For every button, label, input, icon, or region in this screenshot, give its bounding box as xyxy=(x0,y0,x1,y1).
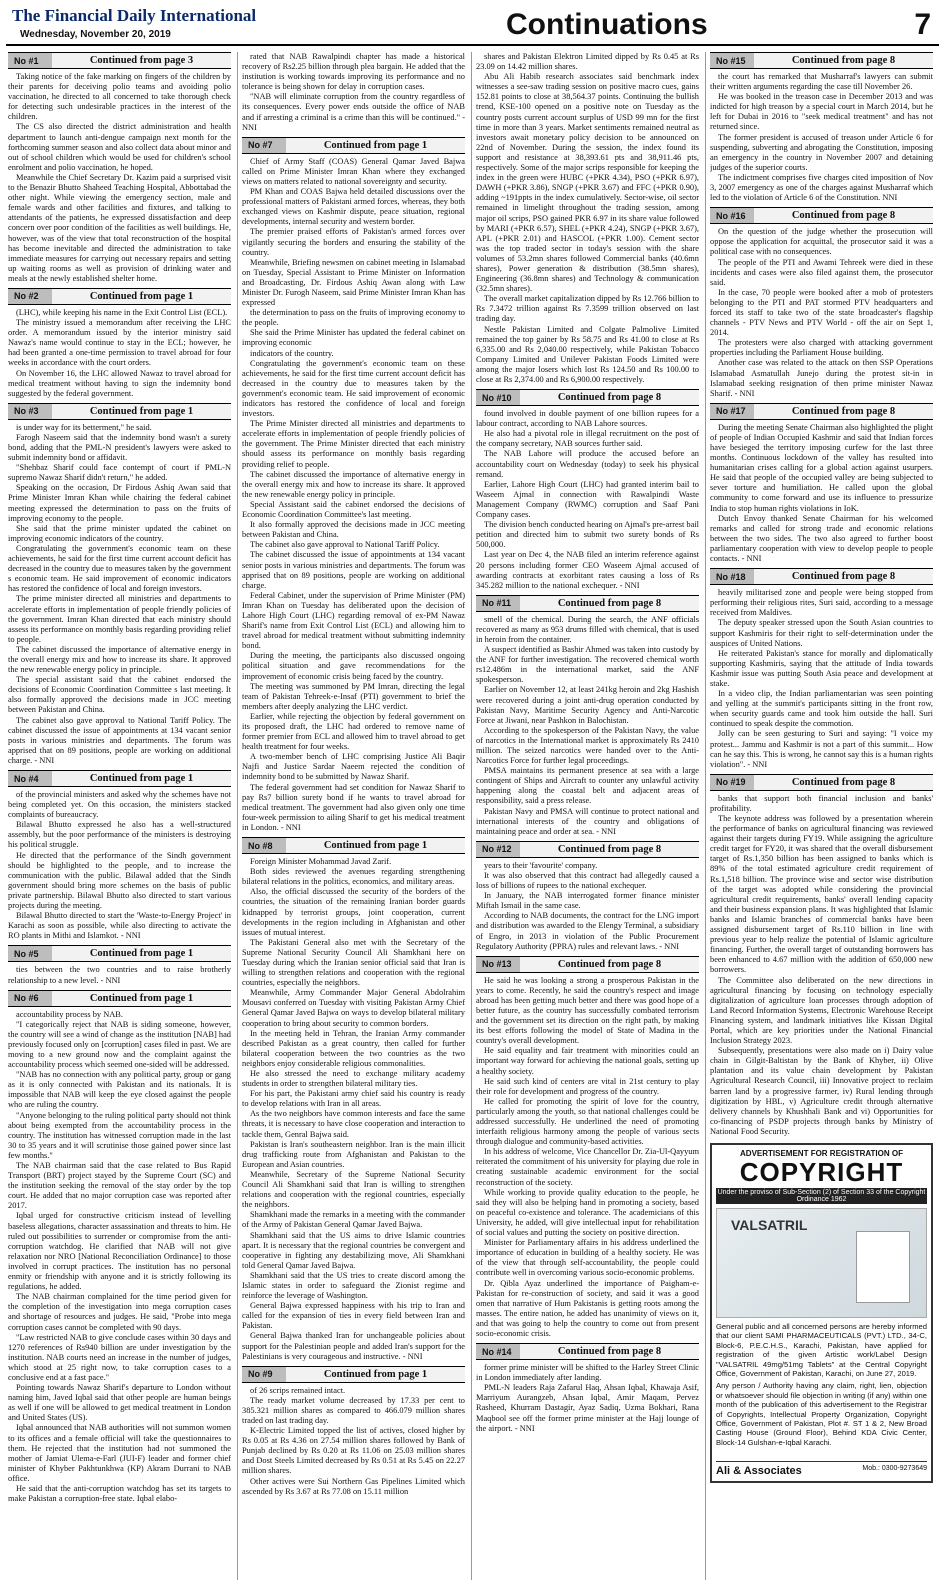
article-paragraph: rated that NAB Rawalpindi chapter has made a historical recovery of Rs2.25 billion through plea bargain. He added that the institution is working towards improving its performance and no tolerance is being shown for delay in corruption cases. xyxy=(242,52,465,92)
article-header xyxy=(710,207,933,224)
article-paragraph: "Law restricted NAB to give conclude cases within 30 days and 1270 references of Rs940 billion are under investigation by the institution. NAB courts need an increase in the number of judges, which stood at 25 right now, to take corruption cases to a conclusive end at a fast pace." xyxy=(8,1332,231,1382)
article-paragraph: In a video clip, the Indian parliamentarian was seen pointing and yelling at the summit's participants sitting in the front row, when security guards came and took him outside the hall. Suri continued to speak despite the commotion. xyxy=(710,689,933,729)
article-paragraph: According to NAB documents, the contract for the LNG import and distribution was awarded to the Elengy Terminal, a subsidiary of Engro, in 2013 in violation of the Public Procurement Regulatory Authority (PPRA) rules and relevant laws. - NNI xyxy=(476,911,699,951)
article-header xyxy=(476,1343,699,1360)
article-header xyxy=(8,288,231,305)
article-paragraph: Taking notice of the fake marking on fingers of the children by their parents for deceiving polio teams and avoiding polio vaccination, he directed to all concerned to take thorough check for detecting such undesirable practices in the interest of the children. xyxy=(8,72,231,122)
article-number: No #16 xyxy=(710,208,754,223)
article-continued-label: Continued from page 1 xyxy=(323,139,428,151)
article-paragraph: The meeting was summoned by PM Imran, directing the legal team of Pakistan Tehreek-e-Insaf (PTI) government to brief the members after deeply analyzing the LHC verdict. xyxy=(242,681,465,711)
article-paragraph: "NAB will eliminate corruption from the country regardless of its consequences. Every power ends outside the office of NAB and if arresting a criminal is a crime than this will be continued." - NNI xyxy=(242,92,465,132)
article-paragraph: The NAB chairman complained for the time period given for the completion of the investigation into mega corruption cases and shortage of resources and judges. He said, "Probe into mega corruption cases cannot be completed with 90 days. xyxy=(8,1292,231,1332)
article-continuation xyxy=(710,568,933,770)
article-paragraph: Other actives were Sui Northern Gas Pipelines Limited which ascended by Rs 3.67 at Rs 77.08 on 15.11 million xyxy=(242,1476,465,1496)
article-body xyxy=(476,976,699,1339)
article-paragraph: The prime minister directed all ministries and departments to accelerate efforts in implementation of people friendly policies of the government. Imran Khan directed that each ministry should assess its performance on monthly basis regarding providing relief to people. xyxy=(8,594,231,644)
article-paragraph: The Committee also deliberated on the new directions in agricultural financing by focusing on technology especially digitalization of agriculture loan processes through adoption of Land Record Information Systems, Electronic Warehouse Receipt Financing system, and landmark initiatives like Kissan Digital Portal, which are key priorities under the National Financial Inclusion Strategy 2023. xyxy=(710,975,933,1046)
article-paragraph: Last year on Dec 4, the NAB filed an interim reference against 20 persons including former CEO Waseem Ajmal accused of awarding contracts at exorbitant rates causing a loss of Rs 345.282 million to the national exchequer. - NNI xyxy=(476,550,699,590)
article-header xyxy=(476,956,699,973)
article-paragraph: Another case was related to the attack on then SSP Operations Islamabad Asmatullah Junejo during the protest sit-in in Islamabad seeking resignation of then prime minister Nawaz Sharif. - NNI xyxy=(710,358,933,398)
copyright-advertisement xyxy=(710,1143,933,1483)
article-body xyxy=(8,423,231,766)
column-2 xyxy=(242,52,465,1580)
product-label-image xyxy=(716,1208,927,1318)
article-header xyxy=(242,137,465,154)
article-body xyxy=(476,409,699,591)
article-paragraph: "I categorically reject that NAB is siding someone, however, the country will see a wind of change as the institution [NAB] had previously focused only on [corruption] cases filed in past. We are moving to a new ground now and the complaint against the accountability process which seemed one-sided will be addressed. xyxy=(8,1019,231,1070)
article-paragraph: the court has remarked that Musharraf's lawyers can submit their written arguments regarding the case till November 26. xyxy=(710,72,933,92)
article-body xyxy=(8,308,231,399)
article-paragraph: The Pakistani General also met with the Secretary of the Supreme National Security Council Ali Shamkhani here on Tuesday during which the Iranian senior official said that Iran is willing to strengthen relations and cooperation with the regional countries, especially the neighbors. xyxy=(242,937,465,988)
article-number: No #5 xyxy=(8,946,52,961)
article-continuation xyxy=(476,841,699,952)
article-paragraph: Special Assistant said the cabinet endorsed the decisions of Economic Coordination Committee's last meeting. xyxy=(242,499,465,520)
firm-contact: Mob.: 0300-9273649 xyxy=(862,1465,927,1472)
article-body xyxy=(8,72,231,284)
article-paragraph: Foreign Minister Mohammad Javad Zarif. xyxy=(250,857,392,867)
article-number: No #15 xyxy=(710,53,754,68)
column-4 xyxy=(710,52,933,1580)
newspaper-name: The Financial Daily International xyxy=(12,6,257,25)
article-continuation xyxy=(8,945,231,985)
article-paragraph: General Bajwa expressed happiness with his trip to Iran and called for the expansion of ties in every field between Iran and Pakistan. xyxy=(242,1301,465,1331)
article-paragraph: The protesters were also charged with attacking government properties including the Parliament House building. xyxy=(710,338,933,358)
article-paragraph: In his address of welcome, Vice Chancellor Dr. Zia-Ul-Qayyum reiterated the commitment of his university for playing due role in creating sustainable academic environment for the social reconstruction of the society. xyxy=(476,1147,699,1187)
article-continued-label: Continued from page 8 xyxy=(791,55,896,66)
article-paragraph: He said equality and fair treatment with minorities could an important way forward for achieving the national goals, setting up a healthy society. xyxy=(476,1046,699,1076)
article-paragraph: He called for promoting the spirit of love for the country, particularly among the youth, so that national challenges could be addressed successfully. He underlined the need of promoting interfaith religious harmony among the people of various sects through dialogue and community-based activities. xyxy=(476,1096,699,1147)
article-paragraph: In January, the NAB interrogated former finance minister Miftah Ismail in the same case. xyxy=(476,891,699,911)
article-paragraph: She said the Prime Minister has updated the federal cabinet on improving economic xyxy=(242,328,465,348)
article-continuation xyxy=(8,52,231,284)
article-paragraph: "Anyone belonging to the ruling political party should not think about being exempted from the accountability process in the country. The institution has witnessed corruption made in the last 30 to 35 years and it will scrutinise those gained power since last few months." xyxy=(8,1110,231,1160)
article-paragraph: It also formally approved the decisions made in JCC meeting between Pakistan and China. xyxy=(242,520,465,540)
ad-heading: ADVERTISEMENT FOR REGISTRATION OF xyxy=(740,1149,903,1158)
article-paragraph: The cabinet also gave approval to National Tariff Policy. xyxy=(250,540,440,550)
article-header xyxy=(242,837,465,854)
article-paragraph: The ministry issued a memorandum after receiving the LHC order. A memorandum issued by the interior ministry said Nawaz's name would continue to stay in the ECL; however, he had been granted a one-time permission to travel abroad for four weeks in accordance with the court orders. xyxy=(8,318,231,368)
article-paragraph: The NAB Lahore will produce the accused before an accountability court on Wednesday (today) to seek his physical remand. xyxy=(476,449,699,479)
product-box-image xyxy=(856,1231,910,1303)
article-paragraph: ties between the two countries and to raise brotherly relationship to a new level. - NNI xyxy=(8,965,231,985)
ad-footer xyxy=(716,1461,927,1477)
article-paragraph: In the meeting held in Tehran, the Iranian Army commander described Pakistan as a great country, then called for further bilateral cooperation between the two countries as the two neighbors enjoy considerable religious commonalities. xyxy=(242,1028,465,1068)
article-header xyxy=(8,52,231,69)
article-header xyxy=(242,1366,465,1383)
article-paragraph: Meanwhile the Chief Secretary Dr. Kazim paid a surprised visit to the Benazir Bhutto Shaheed Teaching Hospital, Abbottabad the other night. While viewing the emergency section, male and female wards and other facilities and fixtures, and talking to attendants of the patients, he expressed dissatisfaction and deep concern over poor condition of the facilities as well buildings. He, however, was of the view that total reconstruction of the hospital has become inevitable and directed the administration to take immediate measures for carrying out necessary repairs and setting up waiting rooms as well as provision of drinking water and meals at the newly established shelter home. xyxy=(8,172,231,283)
article-header xyxy=(710,568,933,585)
article-paragraph: Dr. Qibla Ayaz underlined the importance of Paigham-e-Pakistan for re-construction of society, and said it was a good omen that narrative of Hum Pakistanis is getting roots among the masses. The entire nation, he added has unanimity of views on it, and that was going to help the country to come out from present socio-economic crisis. xyxy=(476,1278,699,1338)
article-body xyxy=(8,965,231,985)
article-body xyxy=(242,857,465,1362)
article-paragraph: Also, the official discussed the security of the borders of the countries, the situation of the remaining Iranian border guards kidnapped by terrorist groups, joint cooperation, current developments in the region including in Afghanistan and other issues of mutual interest. xyxy=(242,887,465,937)
article-paragraph: The division bench conducted hearing on Ajmal's pre-arrest bail petition and directed him to submit two surety bonds of Rs 500,000. xyxy=(476,520,699,550)
article-paragraph: The keynote address was followed by a presentation wherein the performance of banks on agricultural financing was reviewed against their targets during FY19. While assigning the agriculture credit target for FY20, it was shared that the overall disbursement target of Rs.1,350 billion has been assigned to banks which is 89% of the total estimated agriculture credit requirement of Rs.1,518 billion. The province wise and sector wise distribution of the target was adopted while considering the provincial agricultural credit requirements, banks' overall lending capacity and their business expansion plans. It was highlighted that Islamic banks and Islamic branches of commercial banks have been assigned disbursement target of Rs.110 billion in line with previous year to help realize the potential of Islamic agriculture financing. Further, the overall target of outstanding borrowers has been enhanced to 4.67 million with the addition of 650,000 new borrowers. xyxy=(710,814,933,975)
article-paragraph: While working to provide quality education to the people, he said they will also be helping hand in promoting a society, based on peaceful co-existence and tolerance. The academicians of this University, he added, will give intellectual input for rehabilitation of social values and putting the society on positive direction. xyxy=(476,1187,699,1238)
article-continued-label: Continued from page 1 xyxy=(323,840,428,852)
article-paragraph: Farogh Naseem said that the indemnity bond wasn't a surety bond, adding that the PML-N president's lawyers were asked to submit indemnity bond or affidavit. xyxy=(8,432,231,463)
article-paragraph: It was also observed that this contract had allegedly caused a loss of billions of rupees to the national exchequer. xyxy=(476,870,699,891)
article-paragraph: Abu Ali Habib research associates said benchmark index witnesses a see-saw trading session on positive macro cues, gains 152.81 points to close at 38,564.37 points. Continuing the bullish trend, KSE-100 opened on a positive note on Tuesday as the country posts current account surplus of USD 99 mn for the first time in more than 3 years. Market sentiments remained neutral as investors await monetary policy decision to be announced on 22nd of November. During the session, the index found its support and resistance at 38,393.61 pts and 38,911.46 pts, respectively. Some of the major scrips responsible for keeping the index in the green were HUBC (+PKR 4.34), PSO (+PKR 6.97), DAWH (+PKR 3.86), SNGP (+PKR 3.67) and FFC (+PKR 0.90), adding ~191ppts in the index cumulatively. Sector-wise, oil sector remained in limelight throughout the trading session, among major oil scrips, PSO gained PKR 6.97 in its share value followed by MARI (+PKR 6.57), SHEL (+PKR 4.24), SNGP (+PKR 3.67), APL (+PKR 2.01) and HASCOL (+PKR 1.00). Cement sector was the top traded sector in today's session with the share volumes of 53.2mn shares followed Commercial banks (40.6mn shares), Power generation & distribution (38.5mn shares), Engineering (36.8mn shares) and Technology & communication (32.5mn shares). xyxy=(476,72,699,294)
product-brand: VALSATRIL xyxy=(731,1217,808,1233)
article-paragraph: A two-member bench of LHC comprising Justice Ali Baqir Najfi and Justice Sardar Naeem rejected the condition of indemnity bond to be submitted by Nawaz Sharif. xyxy=(242,752,465,782)
article-paragraph: PMSA maintains its permanent presence at sea with a large contingent of Ships and Aircraft to counter any unlawful activity happening along the coastal belt and adjacent areas of responsibility, said a press release. xyxy=(476,766,699,806)
article-continuation xyxy=(8,288,231,399)
article-paragraph: Iqbal urged for constructive criticism instead of levelling baseless allegations, character assassination and threats to him. He ruled out possibilities to surrender or compromise from the anti-corruption watchdog. He clarified that NAB will not give relaxation nor NRO [National Reconciliation Ordinance] to those involved in corrupt practices. The institution has no personal enmity or friendship with anyone and it is strictly following its regulations, he added. xyxy=(8,1211,231,1292)
article-body xyxy=(710,423,933,564)
article-number: No #6 xyxy=(8,991,52,1006)
article-paragraph: Dutch Envoy thanked Senate Chairman for his welcomed remarks and called for strong trade and economic relations between the two sides. The two also agreed to further boost parliamentary cooperation with view to develop people to people contacts. - NNI xyxy=(710,513,933,564)
article-paragraph: For his part, the Pakistani army chief said his country is ready to develop relations with Iran in all areas. xyxy=(242,1089,465,1109)
article-number: No #9 xyxy=(242,1367,286,1382)
article-paragraph: Iqbal announced that NAB authorities will not summon women to its offices and a female official will take the questionnaires to them. He rejected that the institution had not summoned the mother of Jamiat Ulema-e-Farl (JUI-F) leader and former chief minister of Khyber Pakhtunkhwa (KP) Akram Durrani to NAB office. xyxy=(8,1423,231,1483)
article-paragraph: According to the spokesperson of the Pakistan Navy, the value of narcotics in the International market is approximately Rs 2410 million. The seized narcotics were handed over to the Anti-Narcotics Force for further legal proceedings. xyxy=(476,725,699,766)
article-paragraph: The deputy speaker stressed upon the South Asian countries to support Kashmiris for their right to self-determination under the auspices of United Nations. xyxy=(710,618,933,648)
article-paragraph: Minister for Parliamentary affairs in his address underlined the importance of education in building of a healthy society. He was of the view that through self-accountability, the people could contribute well in overcoming various socio-economic problems. xyxy=(476,1238,699,1278)
column-divider xyxy=(237,52,238,1580)
article-number: No #4 xyxy=(8,771,52,786)
article-number: No #14 xyxy=(476,1344,520,1359)
article-paragraph: shares and Pakistan Elektron Limited dipped by Rs 0.45 at Rs 23.09 on 14.42 million shares. xyxy=(476,52,699,72)
article-paragraph: The NAB chairman said that the case related to Bus Rapid Transport (BRT) project stayed by the Supreme Court (SC) and the institution seeking the removal of the stay order by the top court. He added that no major corruption case was reported after 2017. xyxy=(8,1161,231,1211)
article-continued-label: Continued from page 1 xyxy=(89,948,194,960)
article-paragraph: Both sides reviewed the avenues regarding strengthening bilateral relations in the politics, economics, and military areas. xyxy=(242,867,465,887)
article-header xyxy=(8,990,231,1007)
article-body xyxy=(476,1363,699,1434)
article-continuation xyxy=(710,207,933,399)
ad-subtitle: Under the proviso of Sub-Section (2) of Section 33 of the Copyright Ordinance 1962 xyxy=(717,1189,926,1203)
article-paragraph: The people of the PTI and Awami Tehreek were died in these incidents and cases were also filed against them, the prosecutor said. xyxy=(710,257,933,287)
article-body xyxy=(8,790,231,941)
article-paragraph: Earlier, while rejecting the objection by federal government on its proposed draft, the LHC had ordered to remove name of former premier from ECL and allowed him to travel abroad to get health treatment for four weeks. xyxy=(242,711,465,752)
article-header xyxy=(710,52,933,69)
article-continued-label: Continued from page 8 xyxy=(791,571,896,583)
column-divider xyxy=(705,52,706,1580)
ad-notice: General public and all concerned persons are hereby informed that our client SAMI PHARMACEUTICALS (PVT.) LTD., 34-C, Block-6, P.E.C.H.S., Karachi, Pakistan, have applied for registration of the given Artistic work/Label Design "VALSATRIL 49mg/51mg Tablets" at the Central Copyright Office, Government of Pakistan, Karachi, on June 27, 2019. xyxy=(716,1322,927,1379)
article-number: No #12 xyxy=(476,842,520,857)
article-paragraph: Meanwhile, Army Commander Major General Abdolrahim Mousavi conferred on Tuesday with visiting Pakistan Army Chief General Qamar Javed Bajwa on ways to develop bilateral military cooperation to bring about security to common borders. xyxy=(242,988,465,1028)
article-body xyxy=(710,588,933,770)
article-continued-label: Continued from page 1 xyxy=(89,290,194,302)
article-paragraph: On the question of the judge whether the prosecution will oppose the application for acquittal, the prosecutor said it was a political case with no consequences. xyxy=(710,227,933,257)
article-paragraph: Pointing towards Nawaz Sharif's departure to London without naming him, Javed Iqbal said that other people are human beings as well if one will be allowed to get medical treatment in London and United States (US). xyxy=(8,1383,231,1423)
article-paragraph: General Bajwa thanked Iran for unchangeable policies about support for the Palestinian people and added Iran's support for the Palestinians is very courageous and instructive. - NNI xyxy=(242,1331,465,1361)
article-continued-label: Continued from page 1 xyxy=(323,1368,428,1380)
article-number: No #8 xyxy=(242,838,286,853)
article-paragraph: Shamkhani said that the US tries to create discord among the Islamic states in order to safeguard the Zionist regime and reinforce the leverage of Washington. xyxy=(242,1270,465,1301)
article-header xyxy=(8,945,231,962)
article-paragraph: The former president is accused of treason under Article 6 for suspending, subverting and abrogating the Constitution, imposing an emergency in the country in November 2007 and detaining judges of the superior courts. xyxy=(710,132,933,172)
article-paragraph: Meanwhile, Secretary of the Supreme National Security Council Ali Shamkhani said that Iran is willing to strengthen relations and cooperation with the regional countries, especially the neighbors. xyxy=(242,1169,465,1210)
article-number: No #2 xyxy=(8,289,52,304)
article-continuation xyxy=(242,837,465,1362)
article-paragraph: The Prime Minister directed all ministries and departments to accelerate efforts in implementation of people friendly policies of the government. The Prime Minister directed that each ministry should assess its performance on monthly basis regarding providing relief to people. xyxy=(242,419,465,469)
article-continued-label: Continued from page 8 xyxy=(557,958,662,970)
article-paragraph: years to their 'favourite' company. xyxy=(484,860,598,870)
article-paragraph: He said that the anti-corruption watchdog has set its targets to make Pakistan a corruption-free state. Iqbal elabo- xyxy=(8,1484,231,1504)
article-paragraph: The cabinet discussed the issue of appointments at 134 vacant senior posts in various ministries and departments. The forum was apprised that on 89 positions, people are working on additional charge. xyxy=(242,550,465,590)
article-header xyxy=(476,595,699,612)
article-paragraph: is under way for its betterment," he said. xyxy=(16,422,152,432)
article-continued-label: Continued from page 1 xyxy=(89,405,194,417)
article-body xyxy=(710,794,933,1137)
article-continued-label: Continued from page 8 xyxy=(791,776,896,788)
article-continued-label: Continued from page 1 xyxy=(89,773,194,784)
article-continued-label: Continued from page 3 xyxy=(89,55,194,66)
article-continuation xyxy=(476,389,699,591)
page-number: 7 xyxy=(914,8,931,41)
article-body xyxy=(476,52,699,385)
article-continued-label: Continued from page 8 xyxy=(791,405,896,417)
article-continuation xyxy=(242,1366,465,1497)
article-continuation xyxy=(476,956,699,1339)
article-paragraph: Shamkhani said that the US aims to drive Islamic countries apart. It is necessary that the regional countries be convergent and cooperative in fighting any destabilizing move, Ali Shamkhani told General Qamar Javed Bajwa. xyxy=(242,1230,465,1270)
article-body xyxy=(242,1386,465,1497)
article-header xyxy=(710,774,933,791)
article-header xyxy=(710,403,933,420)
article-paragraph: Pakistan is Iran's southeastern neighbor. Iran is the main illicit drug trafficking route from Afghanistan and Pakistan to the European and Asian countries. xyxy=(242,1139,465,1169)
article-paragraph: "Shehbaz Sharif could face contempt of court if PML-N supremo Nawaz Sharif didn't return," he added. xyxy=(8,463,231,483)
article-header xyxy=(476,841,699,858)
article-paragraph: The cabinet discussed the importance of alternative energy in the overall energy mix and how to increase its share. It approved the new renewable energy policy in principle. xyxy=(8,644,231,675)
article-paragraph: former prime minister will be shifted to the Harley Street Clinic in London immediately after landing. xyxy=(476,1363,699,1383)
article-continuation xyxy=(8,770,231,941)
article-continuation xyxy=(710,774,933,1137)
article-paragraph: (LHC), while keeping his name in the Exit Control List (ECL). xyxy=(16,307,228,317)
article-number: No #7 xyxy=(242,138,286,153)
article-number: No #3 xyxy=(8,404,52,419)
article-paragraph: As the two neighbors have common interests and face the same threats, it is necessary to have close cooperation and interaction to tackle them, Genral Bajwa said. xyxy=(242,1109,465,1139)
article-number: No #1 xyxy=(8,53,52,68)
article-paragraph: The cabinet discussed the importance of alternative energy in the overall energy mix and how to increase its share. It approved the new renewable energy policy in principle. xyxy=(242,469,465,499)
article-paragraph: Nestle Pakistan Limited and Colgate Palmolive Limited remained the top gainer by Rs 58.75 and Rs 41.00 to close at Rs 6,335.00 and Rs 2,040.00 respectively, while Pakistan Tobacco Company Limited and Unilever Pakistan Foods Limited were among the major losers which lost Rs 124.50 and Rs 100.00 to close at Rs 2,374.00 and Rs 6,900.00 respectively. xyxy=(476,324,699,384)
section-title: Continuations xyxy=(506,8,708,41)
article-paragraph: She said that the prime minister updated the cabinet on improving economic indicators of the country. xyxy=(8,523,231,543)
article-continuation xyxy=(242,137,465,833)
article-paragraph: Earlier on November 12, at least 241kg heroin and 2kg Hashish were recovered during a joint anti-drug operation conducted by Pakistan Navy, Maritime Security Agency and Anti-Narcotic Force at Jiwani, near Pashkon in Balochistan. xyxy=(476,685,699,725)
article-body xyxy=(710,72,933,203)
column-1 xyxy=(8,52,231,1580)
article-header xyxy=(8,770,231,787)
article-paragraph: Chief of Army Staff (COAS) General Qamar Javed Bajwa called on Prime Minister Imran Khan where they exchanged views on matters related to national sovereignty and security. xyxy=(242,156,465,186)
article-continuation xyxy=(710,52,933,203)
article-paragraph: The cabinet also gave approval to National Tariff Policy. The cabinet discussed the issue of appointments at 134 vacant senior posts in various ministries and departments. The forum was apprised that on 89 positions, people are working on additional charge. - NNI xyxy=(8,715,231,765)
article-paragraph: indicators of the country. xyxy=(250,348,334,358)
article-paragraph: the determination to pass on the fruits of improving economy to the people. xyxy=(242,308,465,328)
ad-objection-notice: Any person / Authority having any claim, right, lien, objection or whatsoever should file objection in writing (if any) within one month of the publication of this advertisement to the Registrar of Copyrights, Intellectual Property Organization, Copyright Office, Government of Pakistan, Plot #. ST 1 & 2, New Broad Casting House (Ground Floor), Behind KDA Civic Center, Block-14 Gulshan-e-Iqbal Karachi. xyxy=(716,1381,927,1447)
article-continuation xyxy=(242,52,465,133)
article-continuation xyxy=(8,990,231,1505)
article-paragraph: K-Electric Limited topped the list of actives, closed higher by Rs 0.05 at Rs 4.36 on 27.54 million shares followed by Bank of Punjab declined by Rs 0.20 at Rs 11.06 on 25.03 million shares and Dost Steels Limited decreased by Rs 0.51 at Rs 5.45 on 22.27 million shares. xyxy=(242,1426,465,1476)
article-paragraph: A suspect identified as Bashir Ahmed was taken into custody by the ANF for further investigation. The recovered chemical worth rs12.486m in the international market, said the ANF spokesperson. xyxy=(476,645,699,685)
article-paragraph: Subsequently, presentations were also made on i) Dairy value chain in Gilgit-Baltistan by the Bank of Khyber, ii) Olive plantation and its value chain development by Pakistan Agricultural Research Council, iii) Innovative project to reclaim barren land by a progressive farmer, iv) Rural lending through digitization by HBL, v) Agriculture credit through alternative delivery channels by Khushhali Bank and vi) Opportunities for co-financing of PSDP projects through banks by Ministry of National Food Security. xyxy=(710,1046,933,1136)
article-paragraph: He said he was looking a strong a prosperous Pakistan in the years to come. Recently, he said the country's respect and image abroad has been getting much better and there was good hope of a better future, as the country has successfully combated terrorism and the government set its direction on the right path, by making its best efforts following the model of State of Madina in the country's overall development. xyxy=(476,975,699,1046)
article-number: No #13 xyxy=(476,957,520,972)
article-paragraph: He reiterated Pakistan's stance for morally and diplomatically supporting Kashmiris, saying that the attitude of India towards Kashmir issue was putting South Asia peace and development at stake. xyxy=(710,648,933,688)
article-number: No #17 xyxy=(710,404,754,419)
article-number: No #19 xyxy=(710,775,754,790)
article-paragraph: found involved in double payment of one billion rupees for a labour contract, according to NAB Lahore sources. xyxy=(476,409,699,429)
article-paragraph: PM Khan and COAS Bajwa held detailed discussions over the professional matters of Pakistani armed forces, whereas, they both exchanged views on Kashmir dispute, peace situation, regional developments, internal security and western border. xyxy=(242,187,465,227)
ad-title: COPYRIGHT xyxy=(739,1157,904,1187)
issue-date: Wednesday, November 20, 2019 xyxy=(20,29,171,40)
masthead xyxy=(6,6,939,46)
article-paragraph: Bilawal Bhutto directed to start the 'Waste-to-Energy Project' in Karachi as soon as possible, while also directing to activate the RO plants in Mithi and Islamkot. - NNI xyxy=(8,911,231,941)
article-paragraph: The CS also directed the district administration and health department to launch anti-dengue campaign next month for the forthcoming summer season and also collect data about minor and out of school children which would be used for children's school enrolment and polio vaccination, he hoped. xyxy=(8,122,231,172)
article-paragraph: The ready market volume decreased by 17.33 per cent to 385.321 million shares as compared to 466.079 million shares traded on last trading day. xyxy=(242,1395,465,1425)
article-paragraph: Bilawal Bhutto expressed he also has a well-structured assembly, but the poor performance of the ministers is destroying his political struggle. xyxy=(8,820,231,850)
article-number: No #11 xyxy=(476,596,520,611)
article-continuation xyxy=(8,403,231,766)
article-paragraph: "NAB has no connection with any political party, group or gang as it is only connected with Pakistan and its nationals. It is impossible that NAB will keep the eye closed against the people who are ruling the country. xyxy=(8,1070,231,1110)
article-body xyxy=(710,227,933,399)
article-paragraph: On November 16, the LHC allowed Nawaz to travel abroad for medical treatment without having to sign the indemnity bond suggested by the federal government. xyxy=(8,368,231,398)
article-body xyxy=(476,861,699,952)
article-paragraph: Congratulating the government's economic team on these achievements, he said for the first time current account deficit has decreased in the country due to measures taken by the government's economic team. He said improvement of economic indicators has restored the confidence of local and foreign investors. xyxy=(242,358,465,419)
article-paragraph: Pakistan Navy and PMSA will continue to protect national and international interests of the country and obligations of maintaining peace and order at sea. - NNI xyxy=(476,806,699,836)
article-paragraph: Jolly can be seen gesturing to Suri and saying: "I voice my protest... Jammu and Kashmir is not a part of this summit... How can he say this. This is wrong, he cannot say this is a human rights violation". - NNI xyxy=(710,729,933,769)
article-body xyxy=(476,615,699,837)
article-body xyxy=(242,157,465,833)
article-body xyxy=(8,1010,231,1505)
column-divider xyxy=(471,52,472,1580)
article-paragraph: accountability process by NAB. xyxy=(16,1009,123,1019)
article-paragraph: He was booked in the treason case in December 2013 and was indicted for high treason by a special court in March 2014, but he left for Dubai in 2016 to "seek medical treatment" and has not returned since. xyxy=(710,92,933,132)
article-paragraph: smell of the chemical. During the search, the ANF officials recovered as many as 953 drums filled with chemical, that is used in heroin from the container. xyxy=(476,614,699,644)
article-paragraph: Congratulating the government's economic team on these achievements, he said for the first time current account deficit has decreased in the country due to measures taken by the government s economic team. He said improvement of economic indicators has restored the confidence of local and foreign investors. xyxy=(8,543,231,594)
article-paragraph: Federal Cabinet, under the supervision of Prime Minister (PM) Imran Khan on Tuesday has deliberated upon the decision of Lahore High Court (LHC) regarding removal of ex-PM Nawaz Sharif's name from Exit Control List (ECL) and allowing him to travel abroad for medical treatment without submitting indemnity bond. xyxy=(242,590,465,651)
article-paragraph: of 26 scrips remained intact. xyxy=(250,1385,346,1395)
article-continued-label: Continued from page 8 xyxy=(557,597,662,609)
article-continued-label: Continued from page 8 xyxy=(557,392,662,404)
column-3 xyxy=(476,52,699,1580)
article-continued-label: Continued from page 8 xyxy=(557,1346,662,1358)
article-paragraph: During the meeting, the participants also discussed ongoing political situation and gave recommendations for the improvement of economic crisis being faced by the country. xyxy=(242,651,465,681)
article-paragraph: In the case, 70 people were booked after a mob of protesters belonging to the PTI and PAT stormed PTV headquarters and forced its staff to take two of the state broadcaster's flagship channels - PTV News and PTV World - off the air on Sept 1, 2014. xyxy=(710,287,933,338)
article-continued-label: Continued from page 1 xyxy=(89,992,194,1004)
article-paragraph: Speaking on the occasion, Dr Firdous Ashiq Awan said that Prime Minister Imran Khan while chairing the federal cabinet meeting expressed the determination to pass on the fruits of improving economy to the people. xyxy=(8,483,231,523)
article-continuation xyxy=(476,595,699,837)
article-continued-label: Continued from page 8 xyxy=(791,210,896,222)
article-paragraph: He also stressed the need to exchange military academy students in order to strengthen bilateral military ties. xyxy=(242,1069,465,1089)
article-paragraph: The premier praised efforts of Pakistan's armed forces over vigilantly securing the borders and ensuring the stability of the country. xyxy=(242,227,465,257)
article-continuation xyxy=(710,403,933,564)
article-paragraph: Earlier, Lahore High Court (LHC) had granted interim bail to Waseem Ajmal in connection with Rawalpindi Waste Management Company (RWMC) corruption and Saaf Pani Company cases. xyxy=(476,479,699,520)
article-paragraph: banks that support both financial inclusion and banks' profitability. xyxy=(710,793,933,813)
article-body xyxy=(242,52,465,133)
article-paragraph: Meanwhile, Briefing newsmen on cabinet meeting in Islamabad on Tuesday, Special Assistant to Prime Minister on Information and Broadcasting, Dr. Firdous Ashiq Awan along with Law Minister Dr. Furogh Naseem, said Prime Minister Imran Khan has expressed xyxy=(242,257,465,308)
article-paragraph: heavily militarised zone and people were being stopped from performing their religious rites, Suri said, according to a message received from Maldives. xyxy=(710,588,933,618)
article-paragraph: During the meeting Senate Chairman also highlighted the plight of people of Indian Occupied Kashmir and said that Indian forces have besieged the territory imposing curfew for the last three months. Continuous lockdown of the valley has resulted into humanitarian crises calling for a global action against usurpers. He said that people of the occupied valley are being subjected to sever torture and humiliation. He called upon the global community to come forward and use its influence to pressurize India to stop human rights violations in IoK. xyxy=(710,422,933,513)
article-header xyxy=(8,403,231,420)
article-paragraph: of the provincial ministers and asked why the schemes have not being completed yet. On this occasion, the ministers stacked complaints of bureaucracy. xyxy=(8,790,231,820)
article-paragraph: He directed that the performance of the Sindh government should be highlighted to the people, and to increase the communication with the public. Bilawal added that the Sindh government should bring more schemes on the basis of public private partnership. Bilawal Bhutto also directed to start various projects during the meeting. xyxy=(8,850,231,911)
article-number: No #10 xyxy=(476,390,520,405)
article-paragraph: The overall market capitalization dipped by Rs 12.766 billion to Rs 7.3472 trillion against Rs 7.3599 trillion observed on last trading day. xyxy=(476,294,699,324)
article-paragraph: The special assistant said that the cabinet endorsed the decisions of Economic Coordination Committee s last meeting. It also formally approved the decisions made in JCC meeting between Pakistan and China. xyxy=(8,675,231,715)
law-firm-name: Ali & Associates xyxy=(716,1465,802,1477)
article-header xyxy=(476,389,699,406)
article-paragraph: The federal government had set condition for Nawaz Sharif to pay Rs7 billion surety bond if he wants to travel abroad for medical treatment. The government had also given only one time four-week permission to ailing Sharif to get his medical treatment in London. - NNI xyxy=(242,782,465,832)
article-number: No #18 xyxy=(710,569,754,584)
article-paragraph: The indictment comprises five charges cited imposition of Nov 3, 2007 emergency as one of the charges against Musharraf which led to the violation of Article 6 of the Constitution. NNI xyxy=(710,172,933,203)
article-continued-label: Continued from page 8 xyxy=(557,843,662,855)
article-continuation xyxy=(476,52,699,385)
article-paragraph: He also had a pivotal role in illegal recruitment on the post of the company secretary, NAB sources further said. xyxy=(476,429,699,449)
article-paragraph: Shamkhani made the remarks in a meeting with the commander of the Army of Pakistan General Qamar Javed Bajwa. xyxy=(242,1210,465,1230)
article-paragraph: PML-N leaders Raja Zafarul Haq, Ahsan Iqbal, Khawaja Asif, Marriyum Aurangzeb, Ahsan Iqbal, Amir Maqam, Pervez Rasheed, Khurram Dastagir, Ayaz Sadiq, Uzma Bokhari, Rana Maqbool see off the former prime minister at the Hajj lounge of the airport. - NNI xyxy=(476,1383,699,1433)
article-continuation xyxy=(476,1343,699,1434)
article-paragraph: He said such kind of centers are vital in 21st century to play their role for development and progress of the country. xyxy=(476,1076,699,1096)
